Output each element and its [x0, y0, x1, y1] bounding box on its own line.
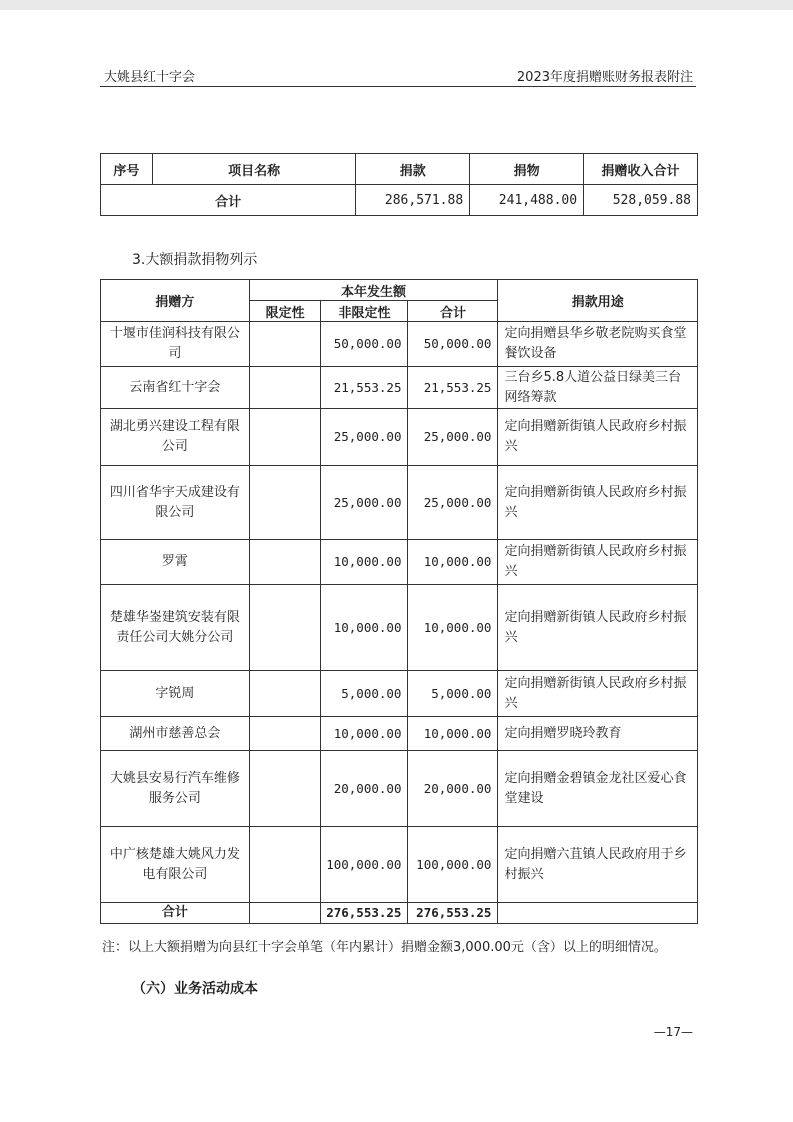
restricted-cell: [249, 751, 321, 827]
unrestricted-cell: 50,000.00: [321, 322, 408, 367]
donor-cell: 湖北勇兴建设工程有限公司: [101, 409, 250, 466]
summary-total-label: 合计: [101, 185, 356, 216]
header-rule: [100, 86, 696, 87]
unrestricted-cell: 25,000.00: [321, 409, 408, 466]
summary-total-income: 528,059.88: [584, 185, 698, 216]
donor-cell: 楚雄华崟建筑安装有限责任公司大姚分公司: [101, 585, 250, 671]
total-cell: 10,000.00: [408, 540, 498, 585]
col-header-use: 捐款用途: [498, 280, 698, 322]
restricted-cell: [249, 409, 321, 466]
restricted-cell: [249, 466, 321, 540]
header-org: 大姚县红十字会: [104, 70, 196, 85]
table-row: [101, 827, 698, 903]
page-number: —17—: [653, 1025, 693, 1039]
col-header-cash: 捐款: [356, 154, 470, 185]
restricted-cell: [249, 322, 321, 367]
use-cell: 定向捐赠六苴镇人民政府用于乡村振兴: [498, 827, 698, 903]
unrestricted-cell: 5,000.00: [321, 671, 408, 717]
unrestricted-cell: 21,553.25: [321, 367, 408, 409]
donation-total-row: [101, 903, 698, 924]
table-row: [101, 409, 698, 466]
total-cell: 10,000.00: [408, 585, 498, 671]
table-row: [101, 717, 698, 751]
donor-cell: 大姚县安易行汽车维修服务公司: [101, 751, 250, 827]
total-cell: 100,000.00: [408, 827, 498, 903]
table-row: [101, 322, 698, 367]
table-row: [101, 367, 698, 409]
restricted-cell: [249, 540, 321, 585]
donor-cell: 湖州市慈善总会: [101, 717, 250, 751]
table-row: [101, 751, 698, 827]
use-cell: 定向捐赠新街镇人民政府乡村振兴: [498, 671, 698, 717]
table-row: [101, 466, 698, 540]
unrestricted-cell: 20,000.00: [321, 751, 408, 827]
restricted-cell: [249, 717, 321, 751]
total-cell: 20,000.00: [408, 751, 498, 827]
donation-total-total: 276,553.25: [408, 903, 498, 924]
section3-title: 3.大额捐款捐物列示: [132, 252, 258, 268]
total-cell: 50,000.00: [408, 322, 498, 367]
summary-total-cash: 286,571.88: [356, 185, 470, 216]
donation-total-restricted: [249, 903, 321, 924]
use-cell: 定向捐赠罗晓玲教育: [498, 717, 698, 751]
col-header-index: 序号: [101, 154, 153, 185]
table-row: [101, 540, 698, 585]
donor-cell: 字锐周: [101, 671, 250, 717]
use-cell: 定向捐赠新街镇人民政府乡村振兴: [498, 466, 698, 540]
use-cell: 定向捐赠新街镇人民政府乡村振兴: [498, 409, 698, 466]
unrestricted-cell: 10,000.00: [321, 717, 408, 751]
unrestricted-cell: 25,000.00: [321, 466, 408, 540]
total-cell: 10,000.00: [408, 717, 498, 751]
unrestricted-cell: 100,000.00: [321, 827, 408, 903]
total-cell: 25,000.00: [408, 466, 498, 540]
section6-title: （六）业务活动成本: [132, 981, 258, 997]
donor-cell: 云南省红十字会: [101, 367, 250, 409]
donation-total-label: 合计: [101, 903, 250, 924]
restricted-cell: [249, 827, 321, 903]
use-cell: 定向捐赠金碧镇金龙社区爱心食堂建设: [498, 751, 698, 827]
summary-header-row: [101, 154, 698, 185]
col-header-restricted: 限定性: [249, 301, 321, 322]
col-header-project: 项目名称: [152, 154, 355, 185]
total-cell: 21,553.25: [408, 367, 498, 409]
header-report-title: 2023年度捐赠账财务报表附注: [516, 70, 693, 85]
donor-cell: 四川省华宇天成建设有限公司: [101, 466, 250, 540]
use-cell: 三台乡5.8人道公益日绿美三台网络筹款: [498, 367, 698, 409]
restricted-cell: [249, 671, 321, 717]
col-header-goods: 捐物: [470, 154, 584, 185]
donor-cell: 十堰市佳润科技有限公司: [101, 322, 250, 367]
col-header-donor: 捐赠方: [101, 280, 250, 322]
col-header-income-total: 捐赠收入合计: [584, 154, 698, 185]
use-cell: 定向捐赠县华乡敬老院购买食堂餐饮设备: [498, 322, 698, 367]
col-header-unrestricted: 非限定性: [321, 301, 408, 322]
total-cell: 25,000.00: [408, 409, 498, 466]
summary-total-goods: 241,488.00: [470, 185, 584, 216]
table-row: [101, 585, 698, 671]
donation-table: [100, 279, 698, 924]
scan-top-edge: [0, 0, 793, 10]
col-header-total: 合计: [408, 301, 498, 322]
donation-total-use: [498, 903, 698, 924]
donation-header-row-1: [101, 280, 698, 301]
donor-cell: 中广核楚雄大姚风力发电有限公司: [101, 827, 250, 903]
restricted-cell: [249, 367, 321, 409]
total-cell: 5,000.00: [408, 671, 498, 717]
table-footnote: 注：以上大额捐赠为向县红十字会单笔（年内累计）捐赠金额3,000.00元（含）以上的明细情况。: [102, 940, 667, 955]
col-header-current-year: 本年发生额: [249, 280, 498, 301]
donor-cell: 罗霄: [101, 540, 250, 585]
use-cell: 定向捐赠新街镇人民政府乡村振兴: [498, 540, 698, 585]
donation-total-unrestricted: 276,553.25: [321, 903, 408, 924]
use-cell: 定向捐赠新街镇人民政府乡村振兴: [498, 585, 698, 671]
summary-total-row: [101, 185, 698, 216]
restricted-cell: [249, 585, 321, 671]
summary-table: [100, 153, 698, 216]
unrestricted-cell: 10,000.00: [321, 585, 408, 671]
unrestricted-cell: 10,000.00: [321, 540, 408, 585]
table-row: [101, 671, 698, 717]
